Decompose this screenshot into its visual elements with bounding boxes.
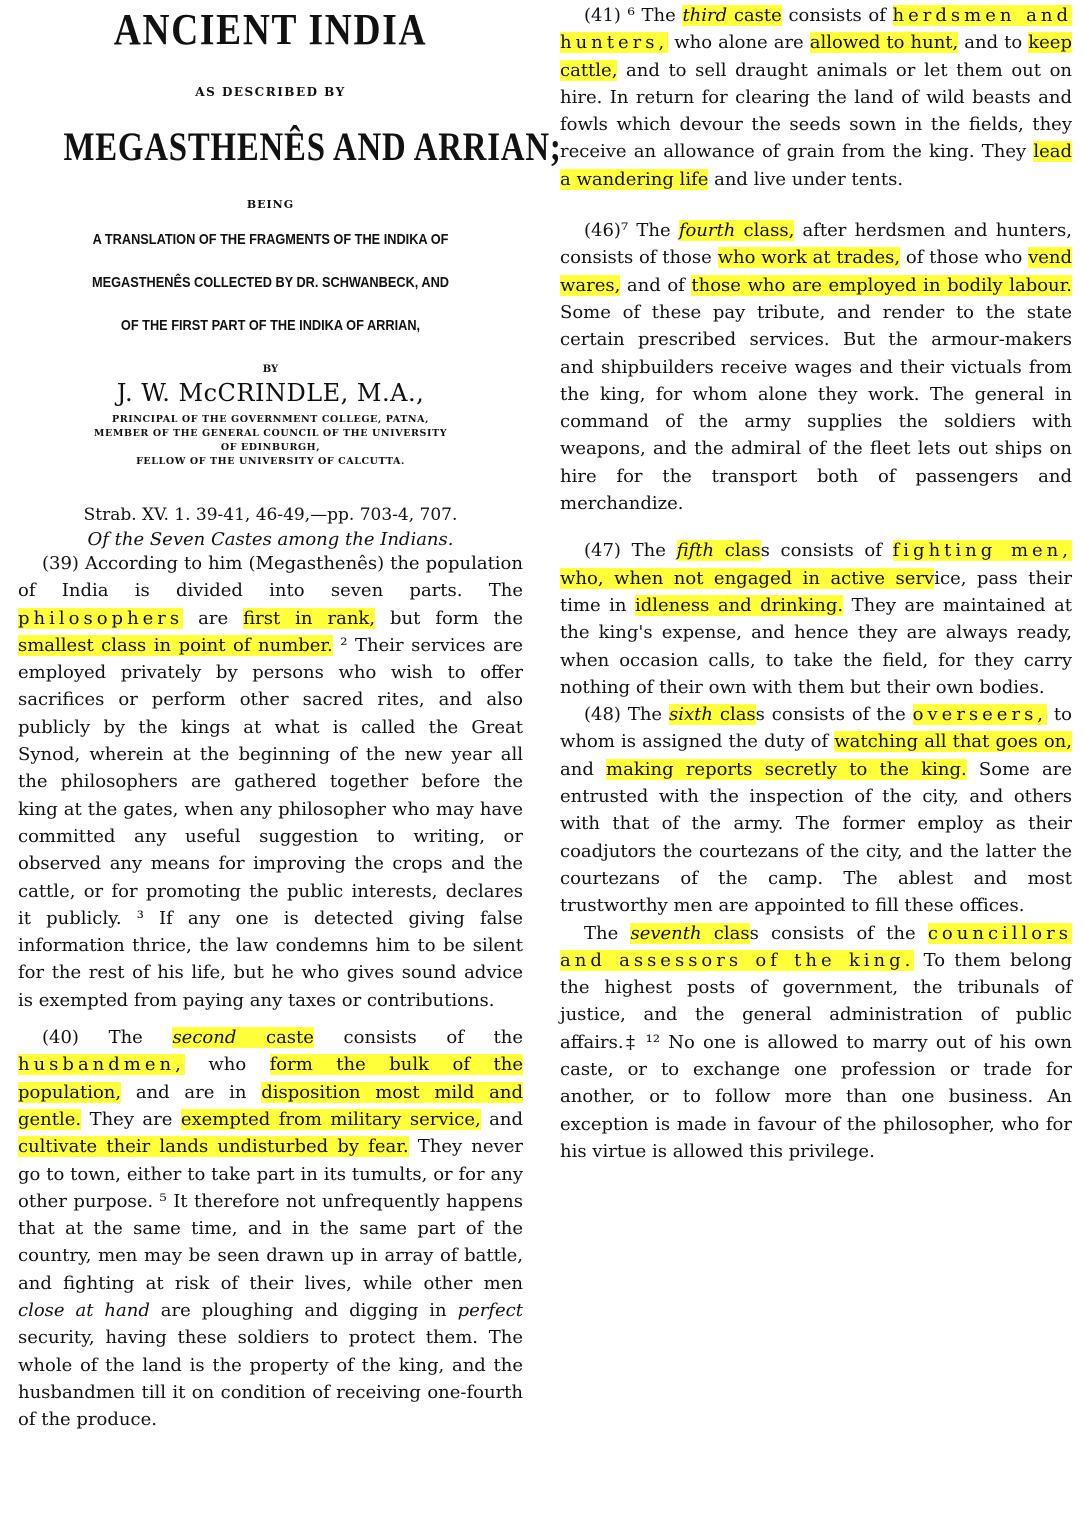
text-run: To them belong the highest posts of government, the tribunals of justice, and the general administration of public affairs.‡ ¹² No one is allowed to marry out of his own caste, or to exchange one profession or trade for another, or to follow more than one business. An exception is made in favour of the philosopher, who for his virtue is allowed this privilege. bbox=[560, 949, 1072, 1162]
text-run: ² Their services are employed privately by persons who wish to offer sacrifices or perform other sacred rites, and also publicly by the kings at what is called the Great Synod, wherein at the beginning of the new year all the philosophers are gathered together before the king at the gates, when any philosopher who may have committed any useful suggestion to writing, or observed any means for improving the crops and the cattle, or for promoting the public interests, declares it publicly. ³ If any one is detected giving false information thrice, the law condemns him to be silent for the rest of his life, but he who gives sound advice is exempted from paying any taxes or contributions. bbox=[18, 634, 524, 1011]
credential-line: PRINCIPAL OF THE GOVERNMENT COLLEGE, PATNA, bbox=[111, 414, 430, 425]
translation-line-1: A TRANSLATION OF THE FRAGMENTS OF THE INDIKA OF bbox=[92, 231, 449, 248]
text-run: The bbox=[584, 922, 631, 944]
translator-name: J. W. McCRINDLE, M.A., bbox=[116, 379, 425, 407]
highlight: exempted from military service, bbox=[180, 1108, 481, 1130]
text-run: perfect bbox=[457, 1300, 523, 1322]
text-run: are ploughing and digging in bbox=[149, 1300, 458, 1322]
text-run: class, bbox=[735, 220, 795, 242]
paragraph-49 bbox=[560, 920, 1072, 1166]
left-column bbox=[18, 0, 562, 1434]
highlight bbox=[669, 704, 756, 725]
paragraph-40 bbox=[18, 1024, 523, 1433]
text-run: fifth bbox=[676, 540, 715, 562]
text-run: to whom is assigned the duty of bbox=[560, 704, 1072, 753]
text-run: but form the bbox=[375, 607, 523, 629]
text-run: (40) The bbox=[42, 1027, 173, 1049]
highlight: smallest class in point of number. bbox=[18, 634, 333, 656]
highlight: lead a wandering life bbox=[560, 141, 1072, 190]
text-run: second bbox=[172, 1027, 237, 1049]
highlight: overseers, bbox=[912, 704, 1048, 726]
text-run: of those who bbox=[900, 247, 1029, 269]
text-run: and to sell draught animals or let them out on hire. In return for clearing the land of wild beasts and fowls which devour the seeds sown in the fields, they receive an allowance of grain from the king. They bbox=[560, 59, 1072, 163]
highlight bbox=[630, 923, 749, 944]
credential-line: OF EDINBURGH, bbox=[220, 442, 321, 453]
highlight: disposition most mild and gentle. bbox=[18, 1081, 523, 1130]
being-label: BEING bbox=[246, 198, 295, 211]
text-run: and are in bbox=[121, 1081, 262, 1103]
text-run: (41) ⁶ The bbox=[584, 5, 683, 26]
text-run: caste bbox=[236, 1027, 314, 1049]
highlight bbox=[172, 1027, 314, 1048]
text-run: who alone are bbox=[668, 32, 810, 54]
highlight: who, when not engaged in active serv bbox=[560, 567, 935, 589]
highlight: idleness and drinking. bbox=[634, 594, 844, 616]
highlight: councillors and assessors of the king. bbox=[560, 922, 1072, 971]
text-run: (48) The bbox=[584, 704, 669, 726]
highlight: first in rank, bbox=[243, 607, 376, 629]
described-by: AS DESCRIBED BY bbox=[195, 85, 346, 99]
authors-title: MEGASTHENÊS AND ARRIAN; bbox=[63, 124, 562, 169]
text-run: are bbox=[183, 607, 244, 629]
text-run: and live under tents. bbox=[708, 168, 904, 190]
highlight: form the bulk of the population, bbox=[18, 1054, 523, 1103]
highlight: who work at trades, bbox=[717, 247, 901, 269]
title-page bbox=[18, 4, 562, 469]
text-run: seventh bbox=[630, 922, 702, 944]
text-run: who bbox=[184, 1054, 270, 1076]
text-run: consists of the bbox=[313, 1027, 523, 1049]
highlight: fighting men, bbox=[892, 540, 1072, 562]
highlight: keep cattle, bbox=[560, 32, 1072, 81]
text-run: s consists of the bbox=[755, 704, 913, 726]
text-run: (39) According to him (Megasthenês) the population of India is divided into seven parts. The bbox=[18, 553, 523, 602]
highlight: making reports secretly to the king. bbox=[606, 758, 967, 780]
text-run: and bbox=[480, 1108, 523, 1130]
by-label: BY bbox=[262, 364, 279, 375]
text-run: and bbox=[560, 758, 607, 780]
text-run: security, having these soldiers to protect them. The whole of the land is the property of the king, and the husbandmen till it on condition of receiving one-fourth of the produce. bbox=[18, 1327, 523, 1431]
highlight: allowed to hunt, bbox=[809, 32, 959, 54]
credential-line: FELLOW OF THE UNIVERSITY OF CALCUTTA. bbox=[136, 456, 405, 467]
credential-line: MEMBER OF THE GENERAL COUNCIL OF THE UNIVERSITY bbox=[93, 428, 448, 439]
text-run: caste bbox=[727, 5, 782, 26]
text-run: They are maintained at the king's expense, and hence they are always ready, when occasion calls, to take the field, for they carry nothing of their own with them but their own bodies. bbox=[560, 594, 1072, 698]
section-heading: Of the Seven Castes among the Indians. bbox=[87, 529, 454, 550]
paragraph-41 bbox=[560, 2, 1072, 193]
highlight: herdsmen and hunters, bbox=[560, 5, 1072, 54]
text-run: and of bbox=[620, 274, 692, 296]
text-run: fourth bbox=[678, 220, 736, 242]
text-run: They are bbox=[81, 1108, 181, 1130]
credentials bbox=[18, 413, 523, 469]
paragraph-39 bbox=[18, 550, 523, 1014]
text-run: clas bbox=[701, 922, 750, 944]
translation-line-3: OF THE FIRST PART OF THE INDIKA OF ARRIAN, bbox=[120, 317, 421, 334]
translation-line-2: MEGASTHENÊS COLLECTED BY DR. SCHWANBECK, AND bbox=[91, 274, 450, 291]
highlight: cultivate their lands undisturbed by fear. bbox=[18, 1136, 409, 1158]
highlight: vend wares, bbox=[560, 247, 1073, 296]
text-run: sixth bbox=[668, 704, 713, 726]
text-run: clas bbox=[712, 704, 756, 726]
text-run: consists of bbox=[781, 5, 893, 26]
highlight bbox=[679, 220, 795, 241]
text-run: and to bbox=[958, 32, 1029, 54]
book-title: ANCIENT INDIA bbox=[113, 5, 428, 54]
paragraph-46 bbox=[560, 217, 1072, 517]
paragraph-48 bbox=[560, 701, 1072, 919]
source-reference: Strab. XV. 1. 39-41, 46-49,—pp. 703-4, 707. bbox=[83, 505, 458, 525]
text-run: close at hand bbox=[18, 1300, 150, 1322]
text-run: after herdsmen and hunters, consists of those bbox=[560, 220, 1072, 269]
highlight bbox=[677, 540, 761, 561]
highlight bbox=[682, 5, 781, 26]
right-column bbox=[560, 2, 1072, 1165]
highlight: husbandmen, bbox=[18, 1054, 185, 1076]
text-run: clas bbox=[714, 540, 761, 562]
highlight: watching all that goes on, bbox=[834, 731, 1072, 753]
text-run: third bbox=[682, 5, 728, 26]
text-run: s consists of the bbox=[749, 922, 928, 944]
text-run: ice, pass their time in bbox=[560, 567, 1072, 616]
highlight: philosophers bbox=[18, 607, 184, 629]
paragraph-47 bbox=[560, 537, 1072, 701]
text-run: (47) The bbox=[584, 540, 677, 562]
text-run: Some of these pay tribute, and render to the state certain prescribed services. But the armour-makers and shipbuilders receive wages and their victuals from the king, for whom alone they work. The general in command of the army supplies the soldiers with weapons, and the admiral of the fleet lets out ships on hire for the transport both of passengers and merchandize. bbox=[560, 301, 1072, 515]
text-run: (46)⁷ The bbox=[584, 220, 679, 242]
text-run: They never go to town, either to take part in its tumults, or for any other purpose. ⁵ It therefore not unfrequently happens that at the same time, and in the same part of the country, men may be seen drawn up in array of battle, and fighting at risk of their lives, while other men bbox=[18, 1136, 523, 1294]
text-run: Some are entrusted with the inspection of the city, and others with that of the army. The former employ as their coadjutors the courtezans of the city, and the latter the courtezans of the camp. The ablest and most trustworthy men are appointed to fill these offices. bbox=[560, 758, 1072, 917]
highlight: those who are employed in bodily labour. bbox=[691, 274, 1073, 296]
text-run: s consists of bbox=[760, 540, 893, 562]
